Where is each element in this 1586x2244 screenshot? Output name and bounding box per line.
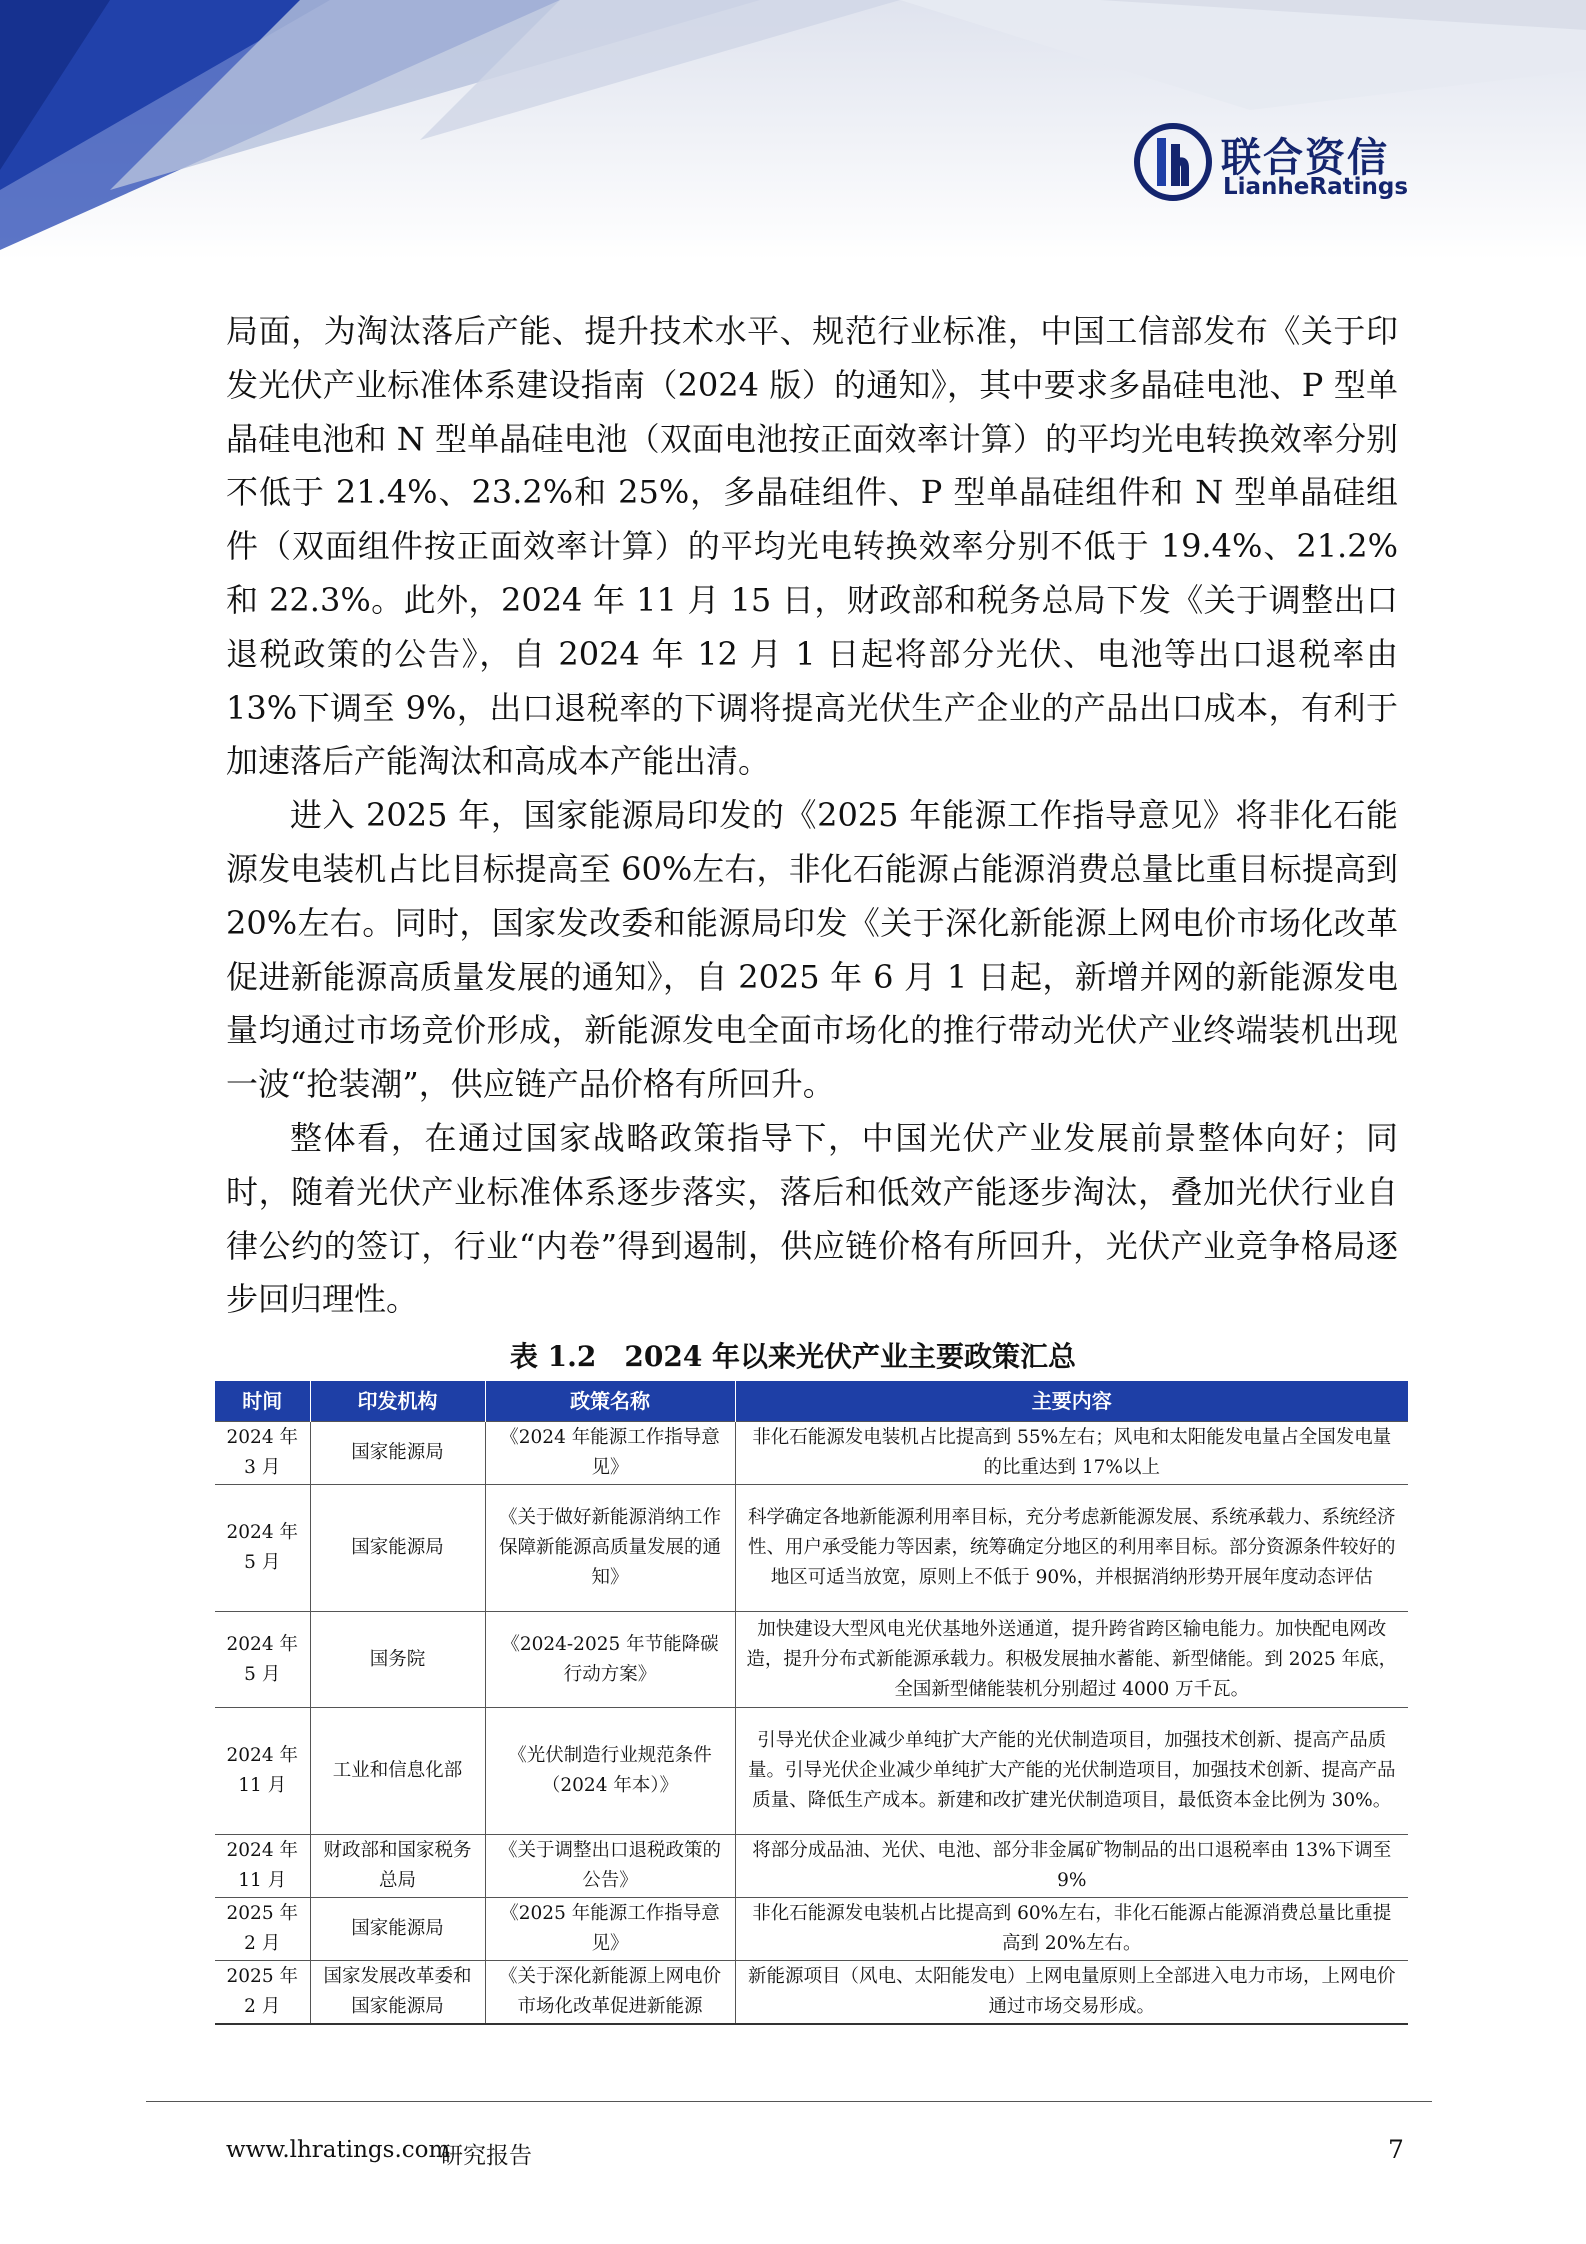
cell-content: 科学确定各地新能源利用率目标，充分考虑新能源发展、系统承载力、系统经济性、用户承受能力等因素，统筹确定分地区的利用率目标。部分资源条件较好的地区可适当放宽，原则上不低于 90%，并根据消纳形势开展年度动态评估 (735, 1485, 1408, 1612)
table-caption: 表 1.2 2024 年以来光伏产业主要政策汇总 (509, 1340, 1077, 1373)
cell-content: 将部分成品油、光伏、电池、部分非金属矿物制品的出口退税率由 13%下调至 9% (735, 1835, 1408, 1898)
table-row (215, 1898, 1408, 1961)
lianhe-logo-icon (1133, 122, 1213, 202)
footer-document-type: 研究报告 (440, 2143, 532, 2169)
cell-agency: 国家能源局 (310, 1485, 485, 1612)
cell-agency: 工业和信息化部 (310, 1708, 485, 1835)
cell-time: 2025 年 2 月 (215, 1898, 310, 1961)
cell-content: 非化石能源发电装机占比提高到 60%左右，非化石能源占能源消费总量比重提高到 20%左右。 (735, 1898, 1408, 1961)
table-row (215, 1708, 1408, 1835)
cell-time: 2024 年 3 月 (215, 1422, 310, 1485)
report-body (226, 305, 1398, 1327)
cell-policy: 《关于深化新能源上网电价市场化改革促进新能源 (485, 1961, 735, 2025)
cell-time: 2024 年 5 月 (215, 1612, 310, 1708)
cell-policy: 《关于调整出口退税政策的公告》 (485, 1835, 735, 1898)
cell-policy: 《2025 年能源工作指导意见》 (485, 1898, 735, 1961)
logo-english-name: LianheRatings (1223, 174, 1409, 200)
table-row (215, 1485, 1408, 1612)
cell-content: 新能源项目（风电、太阳能发电）上网电量原则上全部进入电力市场，上网电价通过市场交易形成。 (735, 1961, 1408, 2025)
column-header-time: 时间 (215, 1381, 310, 1422)
body-paragraph: 进入 2025 年，国家能源局印发的《2025 年能源工作指导意见》将非化石能源发电装机占比目标提高至 60%左右，非化石能源占能源消费总量比重目标提高到 20%左右。同时，国家发改委和能源局印发《关于深化新能源上网电价市场化改革促进新能源高质量发展的通知》，自 2025 年 6 月 1 日起，新增并网的新能源发电量均通过市场竞价形成，新能源发电全面市场化的推行带动光伏产业终端装机出现一波“抢装潮”，供应链产品价格有所回升。 (226, 796, 1398, 1104)
cell-agency: 国家能源局 (310, 1898, 485, 1961)
column-header-policy: 政策名称 (485, 1381, 735, 1422)
cell-policy: 《光伏制造行业规范条件（2024 年本）》 (485, 1708, 735, 1835)
body-paragraph: 局面，为淘汰落后产能、提升技术水平、规范行业标准，中国工信部发布《关于印发光伏产业标准体系建设指南（2024 版）的通知》，其中要求多晶硅电池、P 型单晶硅电池和 N 型单晶硅电池（双面电池按正面效率计算）的平均光电转换效率分别不低于 21.4%、23.2%和 25%，多晶硅组件、P 型单晶硅组件和 N 型单晶硅组件（双面组件按正面效率计算）的平均光电转换效率分别不低于 19.4%、21.2%和 22.3%。此外，2024 年 11 月 15 日，财政部和税务总局下发《关于调整出口退税政策的公告》，自 2024 年 12 月 1 日起将部分光伏、电池等出口退税率由 13%下调至 9%，出口退税率的下调将提高光伏生产企业的产品出口成本，有利于加速落后产能淘汰和高成本产能出清。 (226, 312, 1398, 781)
cell-agency: 财政部和国家税务总局 (310, 1835, 485, 1898)
cell-content: 加快建设大型风电光伏基地外送通道，提升跨省跨区输电能力。加快配电网改造，提升分布式新能源承载力。积极发展抽水蓄能、新型储能。到 2025 年底，全国新型储能装机分别超过 4000 万千瓦。 (735, 1612, 1408, 1708)
cell-content: 非化石能源发电装机占比提高到 55%左右；风电和太阳能发电量占全国发电量的比重达到 17%以上 (735, 1422, 1408, 1485)
policy-summary-table (215, 1381, 1408, 2025)
footer-website-link[interactable]: www.lhratings.com (226, 2137, 451, 2163)
cell-time: 2025 年 2 月 (215, 1961, 310, 2025)
cell-time: 2024 年 11 月 (215, 1708, 310, 1835)
table-row (215, 1612, 1408, 1708)
cell-time: 2024 年 11 月 (215, 1835, 310, 1898)
cell-policy: 《2024-2025 年节能降碳行动方案》 (485, 1612, 735, 1708)
cell-policy: 《关于做好新能源消纳工作保障新能源高质量发展的通知》 (485, 1485, 735, 1612)
logo-chinese-name: 联合资信 (1221, 135, 1389, 181)
body-paragraph: 整体看，在通过国家战略政策指导下，中国光伏产业发展前景整体向好；同时，随着光伏产业标准体系逐步落实，落后和低效产能逐步淘汰，叠加光伏行业自律公约的签订，行业“内卷”得到遏制，供应链价格有所回升，光伏产业竞争格局逐步回归理性。 (226, 1118, 1398, 1319)
column-header-content: 主要内容 (735, 1381, 1408, 1422)
cell-policy: 《2024 年能源工作指导意见》 (485, 1422, 735, 1485)
cell-content: 引导光伏企业减少单纯扩大产能的光伏制造项目，加强技术创新、提高产品质量。引导光伏企业减少单纯扩大产能的光伏制造项目，加强技术创新、提高产品质量、降低生产成本。新建和改扩建光伏制造项目，最低资本金比例为 30%。 (735, 1708, 1408, 1835)
cell-agency: 国家能源局 (310, 1422, 485, 1485)
table-header-row (215, 1381, 1408, 1422)
cell-agency: 国家发展改革委和国家能源局 (310, 1961, 485, 2025)
table-row (215, 1835, 1408, 1898)
company-logo (1133, 122, 1423, 202)
column-header-agency: 印发机构 (310, 1381, 485, 1422)
table-row (215, 1961, 1408, 2025)
page-number: 7 (1388, 2135, 1404, 2164)
cell-time: 2024 年 5 月 (215, 1485, 310, 1612)
table-row (215, 1422, 1408, 1485)
footer-divider (146, 2101, 1432, 2102)
cell-agency: 国务院 (310, 1612, 485, 1708)
